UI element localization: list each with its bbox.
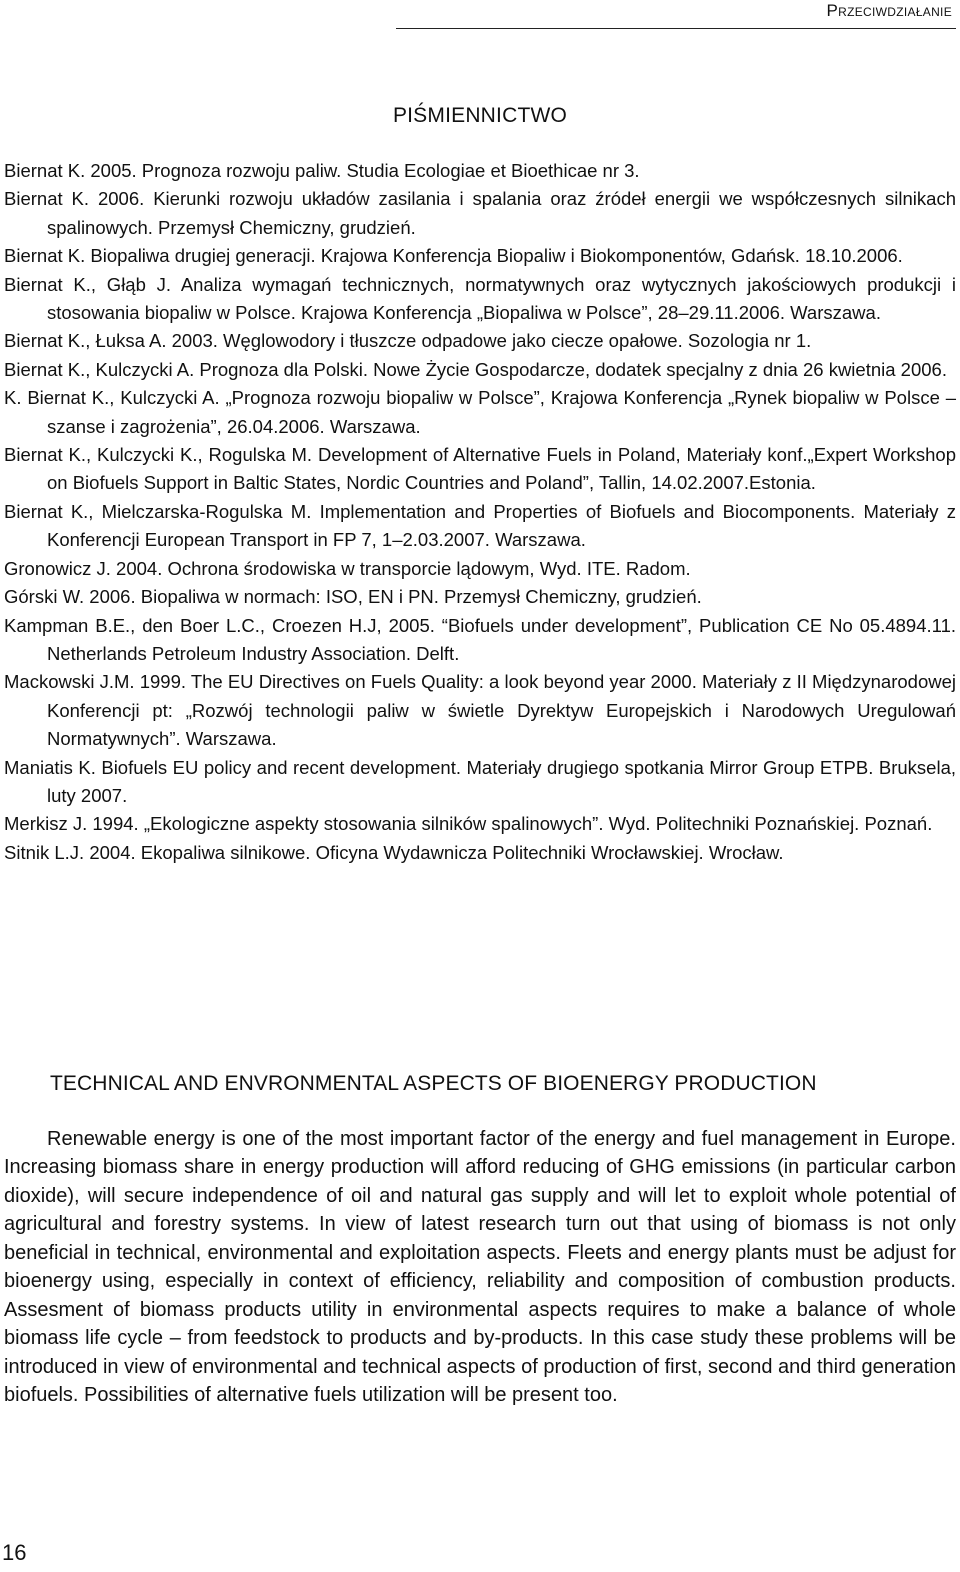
reference-item: Sitnik L.J. 2004. Ekopaliwa silnikowe. Oficyna Wydawnicza Politechniki Wrocławskiej. Wrocław. bbox=[4, 841, 784, 863]
bibliography-title: PIŚMIENNICTWO bbox=[392, 104, 568, 127]
reference-item: K. Biernat K., Kulczycki A. „Prognoza rozwoju biopaliw w Polsce”, Krajowa Konferencja „Rynek biopaliw w Polsce – szanse i zagrożenia”, 26.04.2006. Warszawa. bbox=[4, 387, 956, 437]
reference-item: Biernat K. Biopaliwa drugiej generacji. Krajowa Konferencja Biopaliw i Biokomponentów, Gdańsk. 18.10.2006. bbox=[4, 245, 903, 267]
reference-item: Biernat K., Głąb J. Analiza wymagań technicznych, normatywnych oraz wytycznych jakościowych produkcji i stosowania biopaliw w Polsce. Krajowa Konferencja „Biopaliwa w Polsce”, 28–29.11.2006. Warszawa. bbox=[4, 273, 956, 324]
reference-item: Biernat K., Łuksa A. 2003. Węglowodory i tłuszcze odpadowe jako ciecze opałowe. Sozologia nr 1. bbox=[4, 330, 812, 352]
running-head bbox=[396, 0, 956, 29]
reference-list bbox=[4, 157, 956, 867]
abstract-paragraph: Renewable energy is one of the most important factor of the energy and fuel management in Europe. Increasing biomass share in energy production will afford reducing of GHG emissions (in particular carbon dioxide), will secure independence of oil and natural gas supply and will let to exploit whole potential of agricultural and forestry systems. In view of latest research turn out that using of biomass is not only beneficial in technical, environmental and exploitation aspects. Fleets and energy plants must be adjust for bioenergy using, especially in context of efficiency, reliability and composition of combustion products. Assesment of biomass products utility in environmental aspects requires to make a balance of whole biomass life cycle – from feedstock to products and by-products. In this case study these problems will be introduced in view of environmental and technical aspects of production of first, second and third generation biofuels. Possibilities of alternative fuels utilization will be present too. bbox=[4, 1128, 956, 1407]
reference-item: Biernat K., Kulczycki A. Prognoza dla Polski. Nowe Życie Gospodarcze, dodatek specjalny z dnia 26 kwietnia 2006. bbox=[4, 358, 947, 380]
abstract-title: TECHNICAL AND ENVRONMENTAL ASPECTS OF BIOENERGY PRODUCTION bbox=[50, 1072, 817, 1095]
reference-item: Mackowski J.M. 1999. The EU Directives on Fuels Quality: a look beyond year 2000. Materiały z II Międzynarodowej Konferencji pt: „Rozwój technologii paliw w świetle Dyrektyw Europejskich i Narodowych Uregulowań Normatywnych”. Warszawa. bbox=[4, 671, 956, 750]
reference-item: Maniatis K. Biofuels EU policy and recent development. Materiały drugiego spotkania Mirror Group ETPB. Bruksela, luty 2007. bbox=[4, 756, 956, 806]
reference-item: Biernat K., Kulczycki K., Rogulska M. Development of Alternative Fuels in Poland, Materiały konf.„Expert Workshop on Biofuels Support in Baltic States, Nordic Countries and Poland”, Tallin, 14.02.2007.Estonia. bbox=[4, 444, 956, 494]
reference-item: Biernat K. 2006. Kierunki rozwoju układów zasilania i spalania oraz źródeł energii we współczesnych silnikach spalinowych. Przemysł Chemiczny, grudzień. bbox=[4, 188, 956, 238]
reference-item: Biernat K. 2005. Prognoza rozwoju paliw. Studia Ecologiae et Bioethicae nr 3. bbox=[4, 160, 640, 181]
reference-item: Kampman B.E., den Boer L.C., Croezen H.J, 2005. “Biofuels under development”, Publication CE No 05.4894.11. Netherlands Petroleum Industry Association. Delft. bbox=[4, 614, 956, 664]
reference-item: Gronowicz J. 2004. Ochrona środowiska w transporcie lądowym, Wyd. ITE. Radom. bbox=[4, 557, 691, 579]
reference-item: Merkisz J. 1994. „Ekologiczne aspekty stosowania silników spalinowych”. Wyd. Politechniki Poznańskiej. Poznań. bbox=[4, 813, 933, 835]
page-number: 16 bbox=[2, 1540, 27, 1565]
reference-item: Górski W. 2006. Biopaliwa w normach: ISO, EN i PN. Przemysł Chemiczny, grudzień. bbox=[4, 586, 702, 608]
running-head-text: Przeciwdziałanie bbox=[826, 1, 952, 20]
reference-item: Biernat K., Mielczarska-Rogulska M. Implementation and Properties of Biofuels and Biocomponents. Materiały z Konferencji European Transport in FP 7, 1–2.03.2007. Warszawa. bbox=[4, 500, 956, 551]
